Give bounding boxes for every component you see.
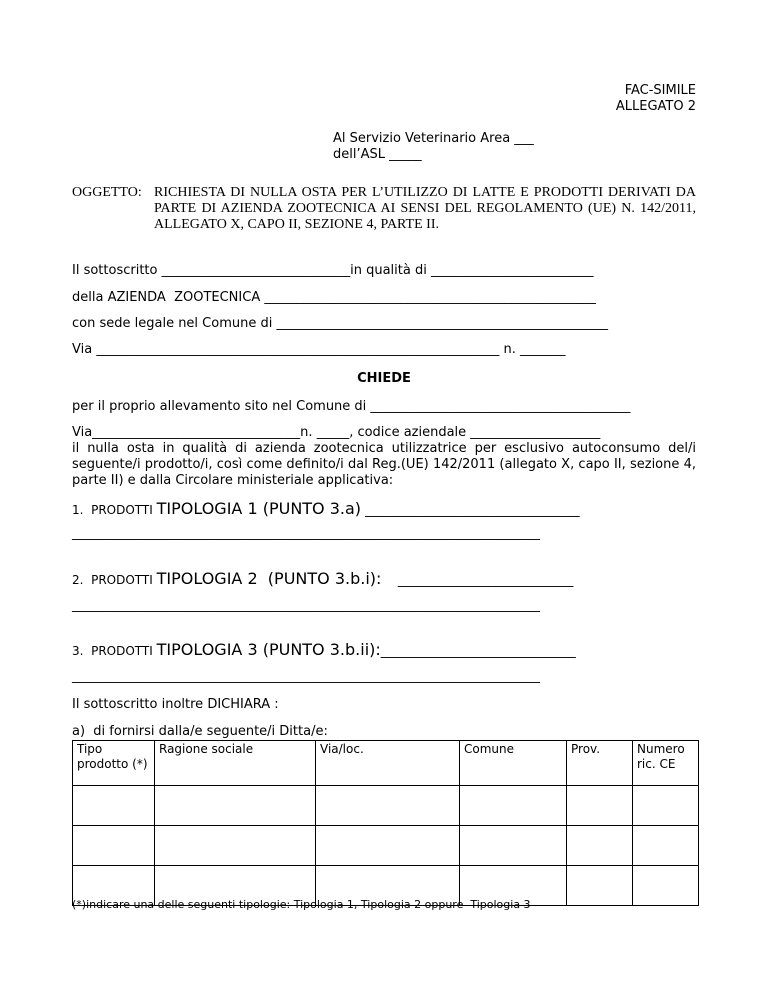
table-cell[interactable] — [73, 786, 155, 826]
table-cell[interactable] — [633, 866, 699, 906]
product-1-blank[interactable]: _________________________________ — [361, 503, 580, 518]
footnote: (*)indicare una delle seguenti tipologie: Tipologia 1, Tipologia 2 oppure Tipologia 3 — [72, 898, 531, 911]
product-2 — [72, 570, 573, 590]
product-1-word: PRODOTTI — [91, 503, 153, 517]
table-cell[interactable] — [460, 786, 567, 826]
product-3-label: TIPOLOGIA 3 (PUNTO 3.b.ii): — [156, 640, 381, 659]
product-1 — [72, 500, 580, 520]
oggetto-label: OGGETTO: — [72, 185, 142, 200]
product-2-blank[interactable]: ___________________________ — [381, 573, 574, 588]
sottoscritto-field[interactable]: Il sottoscritto _____________________________in qualità di _________________________ — [72, 263, 594, 278]
product-2-blank-line[interactable]: ________________________________________________________________________ — [72, 598, 540, 613]
header-tipo-prodotto: Tipo prodotto (*) — [73, 741, 155, 786]
product-1-blank-line[interactable]: ________________________________________________________________________ — [72, 526, 540, 541]
allevamento-body: il nulla osta in qualità di azienda zootecnica utilizzatrice per esclusivo autoconsumo del/i seguente/i prodotto/i, così come definito/i dal Reg.(UE) 142/2011 (allegato X, capo II, sezione 4, parte II) e dalla Circolare ministeriale applicativa: — [72, 441, 696, 488]
product-1-label: TIPOLOGIA 1 (PUNTO 3.a) — [156, 499, 362, 518]
product-3-blank-line[interactable]: ________________________________________________________________________ — [72, 669, 540, 684]
fornirsi-text: a) di fornirsi dalla/e seguente/i Ditta/e: — [72, 724, 328, 739]
header-prov: Prov. — [567, 741, 633, 786]
dichiara-text: Il sottoscritto inoltre DICHIARA : — [72, 697, 279, 712]
table-cell[interactable] — [633, 786, 699, 826]
header-numero-ric-ce: Numero ric. CE — [633, 741, 699, 786]
table-cell[interactable] — [567, 826, 633, 866]
table-cell[interactable] — [633, 826, 699, 866]
product-2-word: PRODOTTI — [91, 573, 153, 587]
table-row — [73, 826, 699, 866]
header-comune: Comune — [460, 741, 567, 786]
header-via-loc: Via/loc. — [316, 741, 460, 786]
table-cell[interactable] — [460, 826, 567, 866]
allevamento-comune-field[interactable]: per il proprio allevamento sito nel Comune di ________________________________________ — [72, 399, 631, 414]
table-cell[interactable] — [73, 826, 155, 866]
product-3-blank[interactable]: ______________________________ — [380, 644, 576, 659]
azienda-field[interactable]: della AZIENDA ZOOTECNICA ___________________________________________________ — [72, 290, 596, 305]
product-3-word: PRODOTTI — [91, 644, 153, 658]
recipient-line-2: dell’ASL _____ — [333, 147, 422, 162]
allevamento-via-field[interactable]: Via________________________________n. _____, codice aziendale ____________________ — [72, 425, 601, 440]
oggetto-text: RICHIESTA DI NULLA OSTA PER L’UTILIZZO DI LATTE E PRODOTTI DERIVATI DA PARTE DI AZIENDA ZOOTECNICA AI SENSI DEL REGOLAMENTO (UE) N. 142/2011, ALLEGATO X, CAPO II, SEZIONE 4, PARTE II. — [154, 185, 696, 232]
table-cell[interactable] — [316, 826, 460, 866]
fac-simile-label: FAC-SIMILE — [624, 83, 696, 98]
table-header-row — [73, 741, 699, 786]
product-1-number: 1. — [72, 503, 84, 517]
table-cell[interactable] — [567, 786, 633, 826]
product-3 — [72, 641, 576, 661]
table-cell[interactable] — [316, 786, 460, 826]
product-2-number: 2. — [72, 573, 84, 587]
table-cell[interactable] — [155, 826, 316, 866]
table-cell[interactable] — [567, 866, 633, 906]
product-2-label: TIPOLOGIA 2 (PUNTO 3.b.i): — [156, 569, 382, 588]
via-field[interactable]: Via ______________________________________________________________ n. _______ — [72, 342, 566, 357]
product-3-number: 3. — [72, 644, 84, 658]
suppliers-table — [72, 740, 699, 906]
table-row — [73, 786, 699, 826]
recipient-line-1: Al Servizio Veterinario Area ___ — [333, 131, 534, 146]
allegato-label: ALLEGATO 2 — [615, 99, 696, 114]
table-cell[interactable] — [155, 786, 316, 826]
chiede-heading: CHIEDE — [357, 371, 411, 386]
header-ragione-sociale: Ragione sociale — [155, 741, 316, 786]
sede-field[interactable]: con sede legale nel Comune di ___________________________________________________ — [72, 316, 608, 331]
